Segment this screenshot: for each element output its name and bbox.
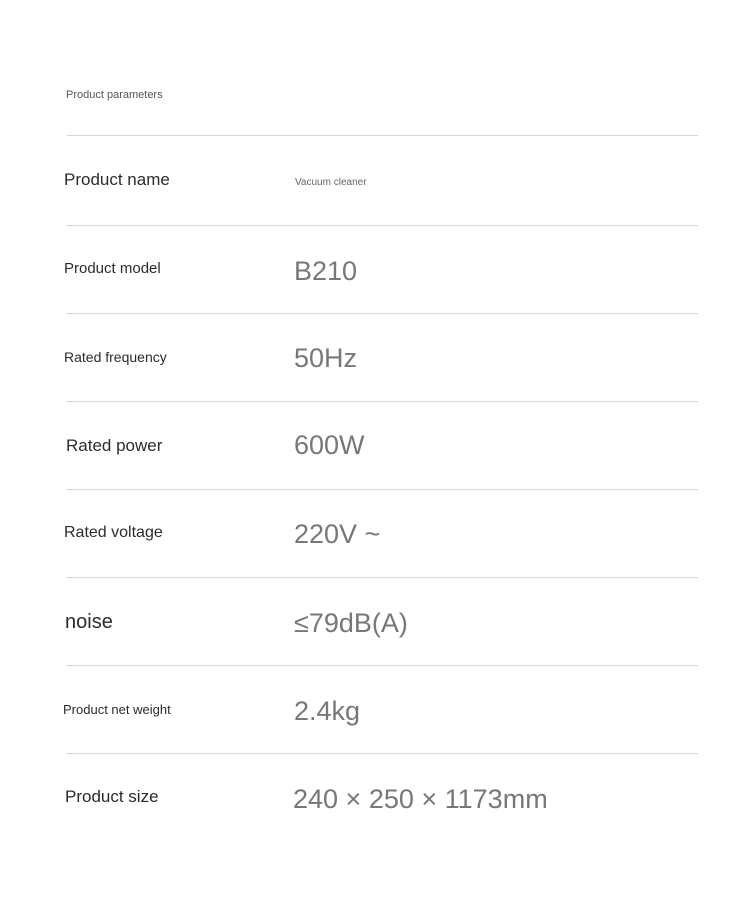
- divider: [67, 401, 698, 402]
- row-value-product-net-weight: 2.4kg: [294, 696, 361, 726]
- row-value-product-model: B210: [294, 256, 358, 286]
- divider: [67, 225, 698, 226]
- row-label-product-model: Product model: [64, 260, 161, 277]
- row-value-product-size: 240 × 250 × 1173mm: [293, 784, 548, 814]
- row-label-rated-power: Rated power: [66, 436, 163, 455]
- divider: [67, 135, 698, 136]
- row-label-product-name: Product name: [64, 170, 170, 189]
- row-label-product-size: Product size: [65, 787, 159, 806]
- row-label-noise: noise: [65, 611, 113, 633]
- divider: [67, 665, 698, 666]
- divider: [67, 313, 698, 314]
- row-value-rated-power: 600W: [294, 430, 365, 460]
- row-value-rated-voltage: 220V ~: [294, 519, 381, 549]
- row-label-product-net-weight: Product net weight: [63, 702, 171, 717]
- divider: [67, 489, 698, 490]
- table-header: Product parameters: [66, 89, 163, 101]
- row-label-rated-frequency: Rated frequency: [64, 349, 167, 365]
- divider: [67, 577, 698, 578]
- divider: [67, 753, 698, 754]
- row-label-rated-voltage: Rated voltage: [64, 524, 163, 541]
- row-value-noise: ≤79dB(A): [294, 608, 408, 638]
- row-value-rated-frequency: 50Hz: [294, 343, 358, 373]
- row-value-product-name: Vacuum cleaner: [295, 177, 367, 188]
